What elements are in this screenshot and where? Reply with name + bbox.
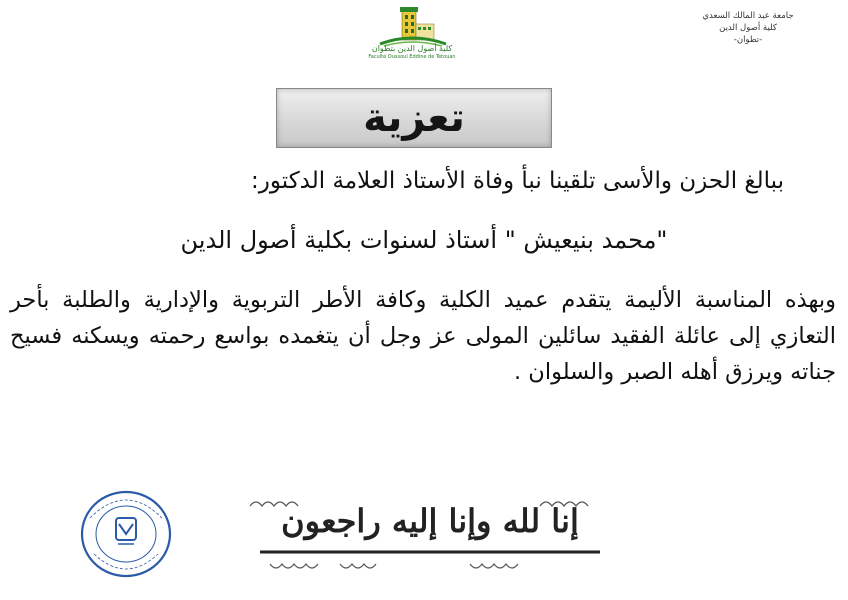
condolence-paragraph: وبهذه المناسبة الأليمة يتقدم عميد الكلية وكافة الأطر التربوية والإدارية والطلبة بأحر التعازي إلى عائلة الفقيد سائلين المولى عز وجل أن يتغمده بواسع رحمته ويسكنه فسيح جناته ويرزق أهله الصبر والسلوان . <box>10 287 836 385</box>
university-name: جامعة عبد المالك السعدي <box>702 11 794 21</box>
university-header <box>678 10 818 46</box>
calligraphy-phrase: إنا لله وإنا إليه راجعون <box>281 502 579 540</box>
city-name: -تطوان- <box>733 35 763 45</box>
faculty-name: كلية أصول الدين <box>719 23 777 33</box>
logo-caption-latin: Faculté Oussoul Eddine de Tétouan <box>368 54 456 60</box>
document-title: تعزية <box>363 95 465 141</box>
deceased-name-line: "محمد بنيعيش " أستاذ لسنوات بكلية أصول الدين <box>180 226 668 254</box>
faculty-stamp <box>76 488 176 580</box>
logo-caption-arabic: كلية أصول الدين بتطوان <box>371 44 453 53</box>
intro-line: ببالغ الحزن والأسى تلقينا نبأ وفاة الأستاذ العلامة الدكتور: <box>251 168 784 194</box>
title-banner <box>276 88 552 148</box>
